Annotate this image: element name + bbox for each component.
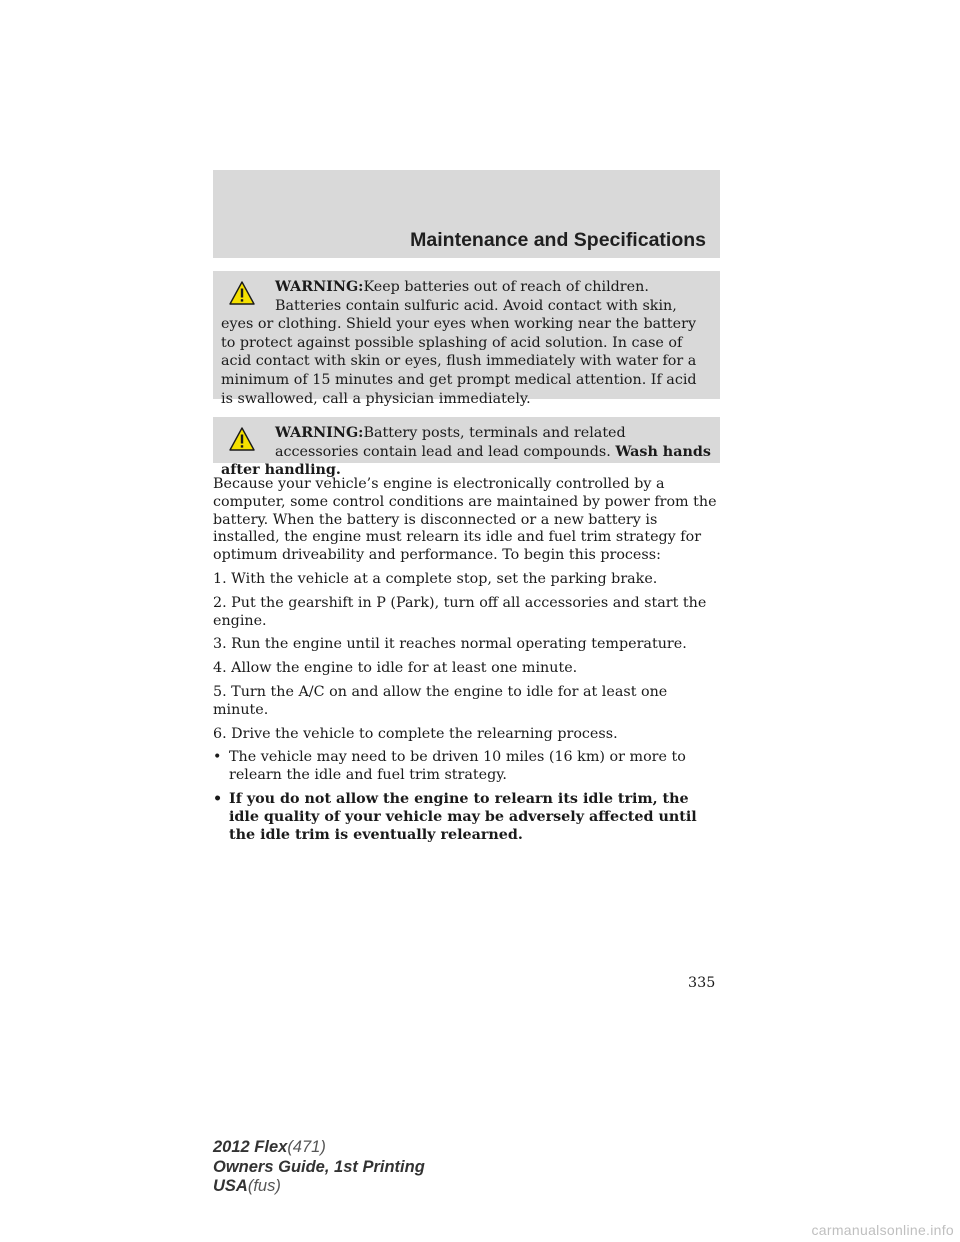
- bullet-glyph: •: [213, 790, 223, 807]
- step-1: 1. With the vehicle at a complete stop, set the parking brake.: [213, 570, 658, 587]
- watermark: carmanualsonline.info: [811, 1222, 954, 1238]
- step-3: 3. Run the engine until it reaches normal operating temperature.: [213, 636, 687, 653]
- footer-market: USA: [213, 1177, 248, 1195]
- step-5: 5. Turn the A/C on and allow the engine to idle for at least one minute.: [213, 683, 668, 718]
- warning-box-lead: [213, 417, 720, 479]
- bullet-text: The vehicle may need to be driven 10 miles (16 km) or more to relearn the idle and fuel trim strategy.: [229, 749, 686, 784]
- step-2: 2. Put the gearshift in P (Park), turn off all accessories and start the engine.: [213, 594, 707, 629]
- footer-edition: Owners Guide, 1st Printing: [213, 1157, 425, 1176]
- section-title: Maintenance and Specifications: [410, 229, 706, 251]
- bullet-item: [213, 791, 723, 844]
- print-footer: [213, 1138, 425, 1197]
- warning-label: WARNING:: [275, 425, 364, 441]
- warning-triangle-icon: [229, 281, 255, 305]
- warning-triangle-icon: [229, 427, 255, 451]
- warning-label: WARNING:: [275, 279, 364, 295]
- warning-text: Battery posts, terminals and related accessories contain lead and lead compounds.: [275, 425, 626, 460]
- body-text: [213, 476, 723, 850]
- step-6: 6. Drive the vehicle to complete the relearning process.: [213, 725, 618, 742]
- warning-box-battery-acid: [213, 271, 720, 407]
- warning-bold-text: Wash hands after handling.: [221, 443, 711, 479]
- bullet-item: [213, 749, 723, 785]
- section-header: [213, 170, 720, 258]
- step-4: 4. Allow the engine to idle for at least one minute.: [213, 660, 578, 677]
- page-number: 335: [688, 975, 716, 991]
- footer-market-code: (fus): [247, 1177, 281, 1195]
- footer-code: (471): [287, 1138, 326, 1156]
- bullet-text: If you do not allow the engine to relearn its idle trim, the idle quality of your vehicle may be adversely affected until the idle trim is eventually relearned.: [229, 790, 697, 843]
- footer-model: 2012 Flex: [213, 1138, 288, 1156]
- warning-text: Keep batteries out of reach of children. Batteries contain sulfuric acid. Avoid contact with skin, eyes or clothing. Shield your eyes when working near the battery to protect against possible splashing of acid solution. In case of acid contact with skin or eyes, flush immediately with water for a minimum of 15 minutes and get prompt medical attention. If acid is swallowed, call a physician immediately.: [221, 279, 697, 407]
- intro-paragraph: Because your vehicle’s engine is electronically controlled by a computer, some control conditions are maintained by power from the battery. When the battery is disconnected or a new battery is installed, the engine must relearn its idle and fuel trim strategy for optimum driveability and performance. To begin this process:: [213, 476, 717, 564]
- bullet-glyph: •: [213, 749, 222, 766]
